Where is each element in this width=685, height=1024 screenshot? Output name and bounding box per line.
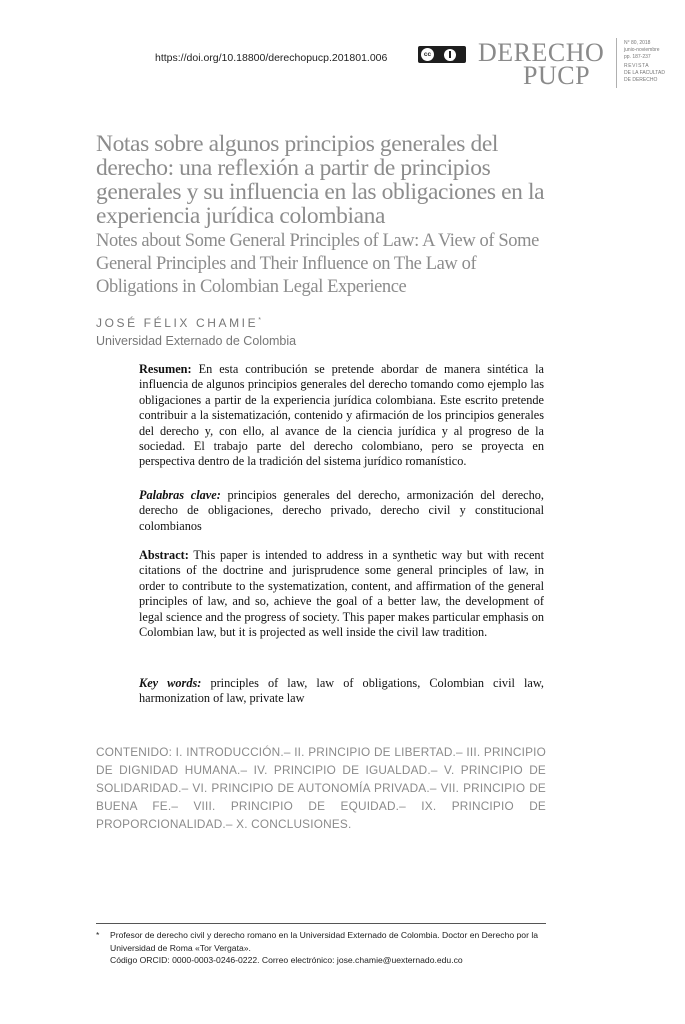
journal-desc-2: DE LA FACULTAD xyxy=(624,70,665,76)
article-title-english: Notes about Some General Principles of Law: A View of Some General Principles and Their Influence on The Law of Obligations in Colombian Legal Experience xyxy=(96,231,539,297)
logo-divider xyxy=(616,38,617,88)
abstract-label: Abstract: xyxy=(139,548,189,562)
logo-line-2: PUCP xyxy=(523,61,591,90)
footnote-line-2: Código ORCID: 0000-0003-0246-0222. Correo electrónico: jose.chamie@uexternado.edu.co xyxy=(110,955,463,965)
footnote-line-1: Profesor de derecho civil y derecho romano en la Universidad Externado de Colombia. Doctor en Derecho por la Universidad de Roma «Tor Vergata». xyxy=(110,930,539,953)
creative-commons-badge xyxy=(418,46,466,63)
palabras-clave-paragraph xyxy=(139,488,544,534)
issue-meta xyxy=(624,40,682,84)
abstract-paragraph xyxy=(139,548,544,640)
table-of-contents: CONTENIDO: I. INTRODUCCIÓN.– II. PRINCIPIO DE LIBERTAD.– III. PRINCIPIO DE DIGNIDAD HUMANA.– IV. PRINCIPIO DE IGUALDAD.– V. PRINCIPIO DE SOLIDARIDAD.– VI. PRINCIPIO DE AUTONOMÍA PRIVADA.– VII. PRINCIPIO DE BUENA FE.– VIII. PRINCIPIO DE EQUIDAD.– IX. PRINCIPIO DE PROPORCIONALIDAD.– X. CONCLUSIONES. xyxy=(96,745,546,831)
journal-desc-1: REVISTA xyxy=(624,63,650,69)
logo-line-1: DERECHO xyxy=(478,38,605,67)
resumen-paragraph xyxy=(139,362,544,470)
key-words-text: principles of law, law of obligations, Colombian civil law, harmonization of law, private law xyxy=(139,676,545,706)
author-name: JOSÉ FÉLIX CHAMIE* xyxy=(96,316,261,330)
author-affiliation: Universidad Externado de Colombia xyxy=(96,334,297,348)
journal-desc-3: DE DERECHO xyxy=(624,77,658,83)
article-title-spanish: Notas sobre algunos principios generales del derecho: una reflexión a partir de principios generales y su influencia en las obligaciones en la experiencia jurídica colombiana xyxy=(96,131,545,229)
journal-logo xyxy=(478,38,618,90)
key-words-paragraph xyxy=(139,676,544,707)
resumen-label: Resumen: xyxy=(139,362,192,376)
resumen-text: En esta contribución se pretende abordar de manera sintética la influencia de algunos principios generales del derecho tomando como ejemplo las obligaciones a partir de la experiencia jurídica colombiana. Este escrito pretende contribuir a la sistematización, contenido y afirmación de los principios generales del derecho y, con ello, al avance de la ciencia jurídica y al progreso de la sociedad. El trabajo parte del derecho colombiano, pero se proyecta en perspectiva dentro de la tradición del sistema jurídico romanístico. xyxy=(139,362,545,469)
palabras-clave-text: principios generales del derecho, armonización del derecho, derecho de obligaciones, derecho privado, derecho civil y constitucional colombianos xyxy=(139,488,545,533)
footnote-divider xyxy=(96,923,546,924)
issue-period: junio-noviembre xyxy=(624,47,660,53)
doi-link[interactable]: https://doi.org/10.18800/derechopucp.201801.006 xyxy=(155,52,388,64)
abstract-text: This paper is intended to address in a synthetic way but with recent citations of the doctrine and jurisprudence some general principles of law, in order to contribute to the systematization, content, and affirmation of the general principles of law, and so, achieve the goal of a better law, the development of legal science and the progress of society. This paper makes particular emphasis on Colombian law, but it is projected as well inside the civil law tradition. xyxy=(139,548,544,640)
license-by-label: BY xyxy=(449,57,455,62)
cc-icon: cc xyxy=(421,48,434,61)
footnote-mark: * xyxy=(96,930,100,940)
issue-pages: pp. 187-237 xyxy=(624,54,651,60)
author-footnote xyxy=(96,929,548,967)
author-footnote-mark: * xyxy=(258,317,261,324)
key-words-label: Key words: xyxy=(139,676,202,690)
issue-number: N° 80, 2018 xyxy=(624,40,651,46)
palabras-clave-label: Palabras clave: xyxy=(139,488,221,502)
